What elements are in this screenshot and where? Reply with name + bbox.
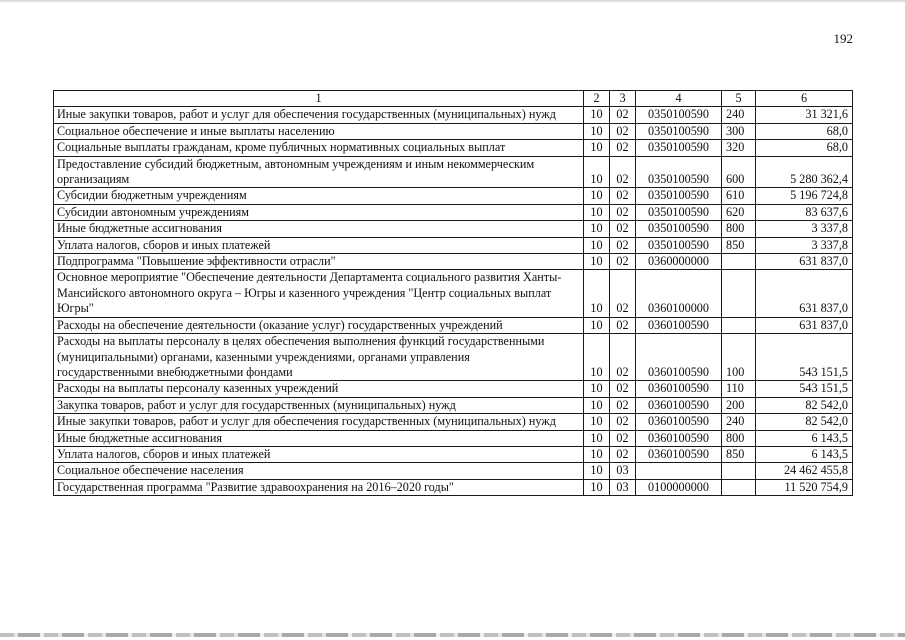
amount-cell: 24 462 455,8 xyxy=(756,463,853,479)
subsection-cell: 02 xyxy=(610,430,636,446)
subsection-cell: 02 xyxy=(610,446,636,462)
section-cell: 10 xyxy=(584,123,610,139)
table-row xyxy=(54,270,853,317)
subsection-cell: 03 xyxy=(610,463,636,479)
section-cell: 10 xyxy=(584,204,610,220)
row-name-cell: Подпрограмма "Повышение эффективности отрасли" xyxy=(54,254,584,270)
expense-type-cell: 850 xyxy=(722,446,756,462)
header-cell-1: 1 xyxy=(54,91,584,107)
page-number: 192 xyxy=(833,31,853,46)
table-row xyxy=(54,334,853,381)
table-row xyxy=(54,204,853,220)
section-cell: 10 xyxy=(584,188,610,204)
table-row xyxy=(54,397,853,413)
target-article-cell: 0350100590 xyxy=(636,188,722,204)
row-name-cell: Иные закупки товаров, работ и услуг для обеспечения государственных (муниципальных) нужд xyxy=(54,414,584,430)
expense-type-cell: 110 xyxy=(722,381,756,397)
expense-type-cell xyxy=(722,270,756,317)
amount-cell: 11 520 754,9 xyxy=(756,479,853,495)
header-cell-6: 6 xyxy=(756,91,853,107)
subsection-cell: 02 xyxy=(610,270,636,317)
target-article-cell: 0360100590 xyxy=(636,414,722,430)
section-cell: 10 xyxy=(584,381,610,397)
table-row xyxy=(54,317,853,333)
row-name-cell: Закупка товаров, работ и услуг для государственных (муниципальных) нужд xyxy=(54,397,584,413)
target-article-cell: 0360000000 xyxy=(636,254,722,270)
table-row xyxy=(54,463,853,479)
row-name-cell: Иные закупки товаров, работ и услуг для обеспечения государственных (муниципальных) нужд xyxy=(54,107,584,123)
row-name-cell: Социальные выплаты гражданам, кроме публичных нормативных социальных выплат xyxy=(54,140,584,156)
expense-type-cell: 300 xyxy=(722,123,756,139)
table-row xyxy=(54,254,853,270)
row-name-cell: Уплата налогов, сборов и иных платежей xyxy=(54,446,584,462)
table-row xyxy=(54,107,853,123)
row-name-cell: Предоставление субсидий бюджетным, автономным учреждениям и иным некоммерческим организациям xyxy=(54,156,584,188)
expense-type-cell xyxy=(722,317,756,333)
subsection-cell: 02 xyxy=(610,237,636,253)
subsection-cell: 02 xyxy=(610,414,636,430)
target-article-cell: 0360100590 xyxy=(636,446,722,462)
target-article-cell: 0350100590 xyxy=(636,123,722,139)
row-name-cell: Социальное обеспечение и иные выплаты населению xyxy=(54,123,584,139)
expense-type-cell: 100 xyxy=(722,334,756,381)
section-cell: 10 xyxy=(584,270,610,317)
expense-type-cell: 800 xyxy=(722,430,756,446)
header-cell-4: 4 xyxy=(636,91,722,107)
amount-cell: 543 151,5 xyxy=(756,334,853,381)
section-cell: 10 xyxy=(584,140,610,156)
subsection-cell: 02 xyxy=(610,317,636,333)
target-article-cell: 0350100590 xyxy=(636,237,722,253)
target-article-cell: 0100000000 xyxy=(636,479,722,495)
amount-cell: 5 196 724,8 xyxy=(756,188,853,204)
table-row xyxy=(54,446,853,462)
header-cell-2: 2 xyxy=(584,91,610,107)
target-article-cell: 0360100590 xyxy=(636,430,722,446)
subsection-cell: 02 xyxy=(610,221,636,237)
amount-cell: 31 321,6 xyxy=(756,107,853,123)
subsection-cell: 02 xyxy=(610,334,636,381)
row-name-cell: Уплата налогов, сборов и иных платежей xyxy=(54,237,584,253)
target-article-cell: 0350100590 xyxy=(636,156,722,188)
amount-cell: 82 542,0 xyxy=(756,414,853,430)
row-name-cell: Иные бюджетные ассигнования xyxy=(54,221,584,237)
table-row xyxy=(54,221,853,237)
table-row xyxy=(54,430,853,446)
expense-type-cell: 800 xyxy=(722,221,756,237)
target-article-cell: 0360100590 xyxy=(636,334,722,381)
section-cell: 10 xyxy=(584,397,610,413)
table-row xyxy=(54,123,853,139)
row-name-cell: Субсидии автономным учреждениям xyxy=(54,204,584,220)
table-row xyxy=(54,479,853,495)
expense-type-cell: 620 xyxy=(722,204,756,220)
amount-cell: 68,0 xyxy=(756,140,853,156)
subsection-cell: 02 xyxy=(610,397,636,413)
subsection-cell: 02 xyxy=(610,204,636,220)
target-article-cell xyxy=(636,463,722,479)
target-article-cell: 0350100590 xyxy=(636,204,722,220)
section-cell: 10 xyxy=(584,254,610,270)
subsection-cell: 02 xyxy=(610,123,636,139)
amount-cell: 631 837,0 xyxy=(756,254,853,270)
section-cell: 10 xyxy=(584,107,610,123)
expense-type-cell xyxy=(722,463,756,479)
scan-edge-top xyxy=(0,0,905,3)
target-article-cell: 0350100590 xyxy=(636,221,722,237)
amount-cell: 83 637,6 xyxy=(756,204,853,220)
section-cell: 10 xyxy=(584,221,610,237)
expense-type-cell: 200 xyxy=(722,397,756,413)
row-name-cell: Социальное обеспечение населения xyxy=(54,463,584,479)
amount-cell: 3 337,8 xyxy=(756,221,853,237)
subsection-cell: 02 xyxy=(610,188,636,204)
amount-cell: 6 143,5 xyxy=(756,430,853,446)
section-cell: 10 xyxy=(584,446,610,462)
target-article-cell: 0360100590 xyxy=(636,397,722,413)
expense-type-cell: 600 xyxy=(722,156,756,188)
expense-type-cell: 240 xyxy=(722,414,756,430)
amount-cell: 631 837,0 xyxy=(756,317,853,333)
amount-cell: 6 143,5 xyxy=(756,446,853,462)
target-article-cell: 0360100000 xyxy=(636,270,722,317)
subsection-cell: 02 xyxy=(610,254,636,270)
header-cell-3: 3 xyxy=(610,91,636,107)
subsection-cell: 02 xyxy=(610,156,636,188)
row-name-cell: Расходы на выплаты персоналу в целях обеспечения выполнения функций государственными (муниципальными) органами, казенными учреждениями, органами управления государственными внебюджетными фондами xyxy=(54,334,584,381)
expense-type-cell: 850 xyxy=(722,237,756,253)
table-row xyxy=(54,414,853,430)
table-row xyxy=(54,381,853,397)
section-cell: 10 xyxy=(584,334,610,381)
section-cell: 10 xyxy=(584,317,610,333)
amount-cell: 68,0 xyxy=(756,123,853,139)
scan-edge-bottom xyxy=(0,633,905,637)
expense-type-cell: 610 xyxy=(722,188,756,204)
row-name-cell: Государственная программа "Развитие здравоохранения на 2016–2020 годы" xyxy=(54,479,584,495)
section-cell: 10 xyxy=(584,479,610,495)
section-cell: 10 xyxy=(584,463,610,479)
amount-cell: 5 280 362,4 xyxy=(756,156,853,188)
header-cell-5: 5 xyxy=(722,91,756,107)
target-article-cell: 0360100590 xyxy=(636,317,722,333)
row-name-cell: Основное мероприятие "Обеспечение деятельности Департамента социального развития Ханты-Мансийского автономного округа – Югры и казенного учреждения "Центр социальных выплат Югры" xyxy=(54,270,584,317)
subsection-cell: 02 xyxy=(610,107,636,123)
row-name-cell: Субсидии бюджетным учреждениям xyxy=(54,188,584,204)
subsection-cell: 02 xyxy=(610,381,636,397)
row-name-cell: Расходы на обеспечение деятельности (оказание услуг) государственных учреждений xyxy=(54,317,584,333)
target-article-cell: 0350100590 xyxy=(636,140,722,156)
amount-cell: 631 837,0 xyxy=(756,270,853,317)
expense-type-cell xyxy=(722,479,756,495)
section-cell: 10 xyxy=(584,237,610,253)
section-cell: 10 xyxy=(584,156,610,188)
row-name-cell: Иные бюджетные ассигнования xyxy=(54,430,584,446)
target-article-cell: 0350100590 xyxy=(636,107,722,123)
row-name-cell: Расходы на выплаты персоналу казенных учреждений xyxy=(54,381,584,397)
subsection-cell: 02 xyxy=(610,140,636,156)
header-row xyxy=(54,91,853,107)
section-cell: 10 xyxy=(584,414,610,430)
table-body xyxy=(54,107,853,496)
amount-cell: 82 542,0 xyxy=(756,397,853,413)
section-cell: 10 xyxy=(584,430,610,446)
expense-type-cell: 320 xyxy=(722,140,756,156)
budget-table xyxy=(53,90,853,496)
subsection-cell: 03 xyxy=(610,479,636,495)
expense-type-cell: 240 xyxy=(722,107,756,123)
table-row xyxy=(54,156,853,188)
expense-type-cell xyxy=(722,254,756,270)
amount-cell: 543 151,5 xyxy=(756,381,853,397)
table-row xyxy=(54,140,853,156)
table-row xyxy=(54,188,853,204)
table-row xyxy=(54,237,853,253)
amount-cell: 3 337,8 xyxy=(756,237,853,253)
target-article-cell: 0360100590 xyxy=(636,381,722,397)
